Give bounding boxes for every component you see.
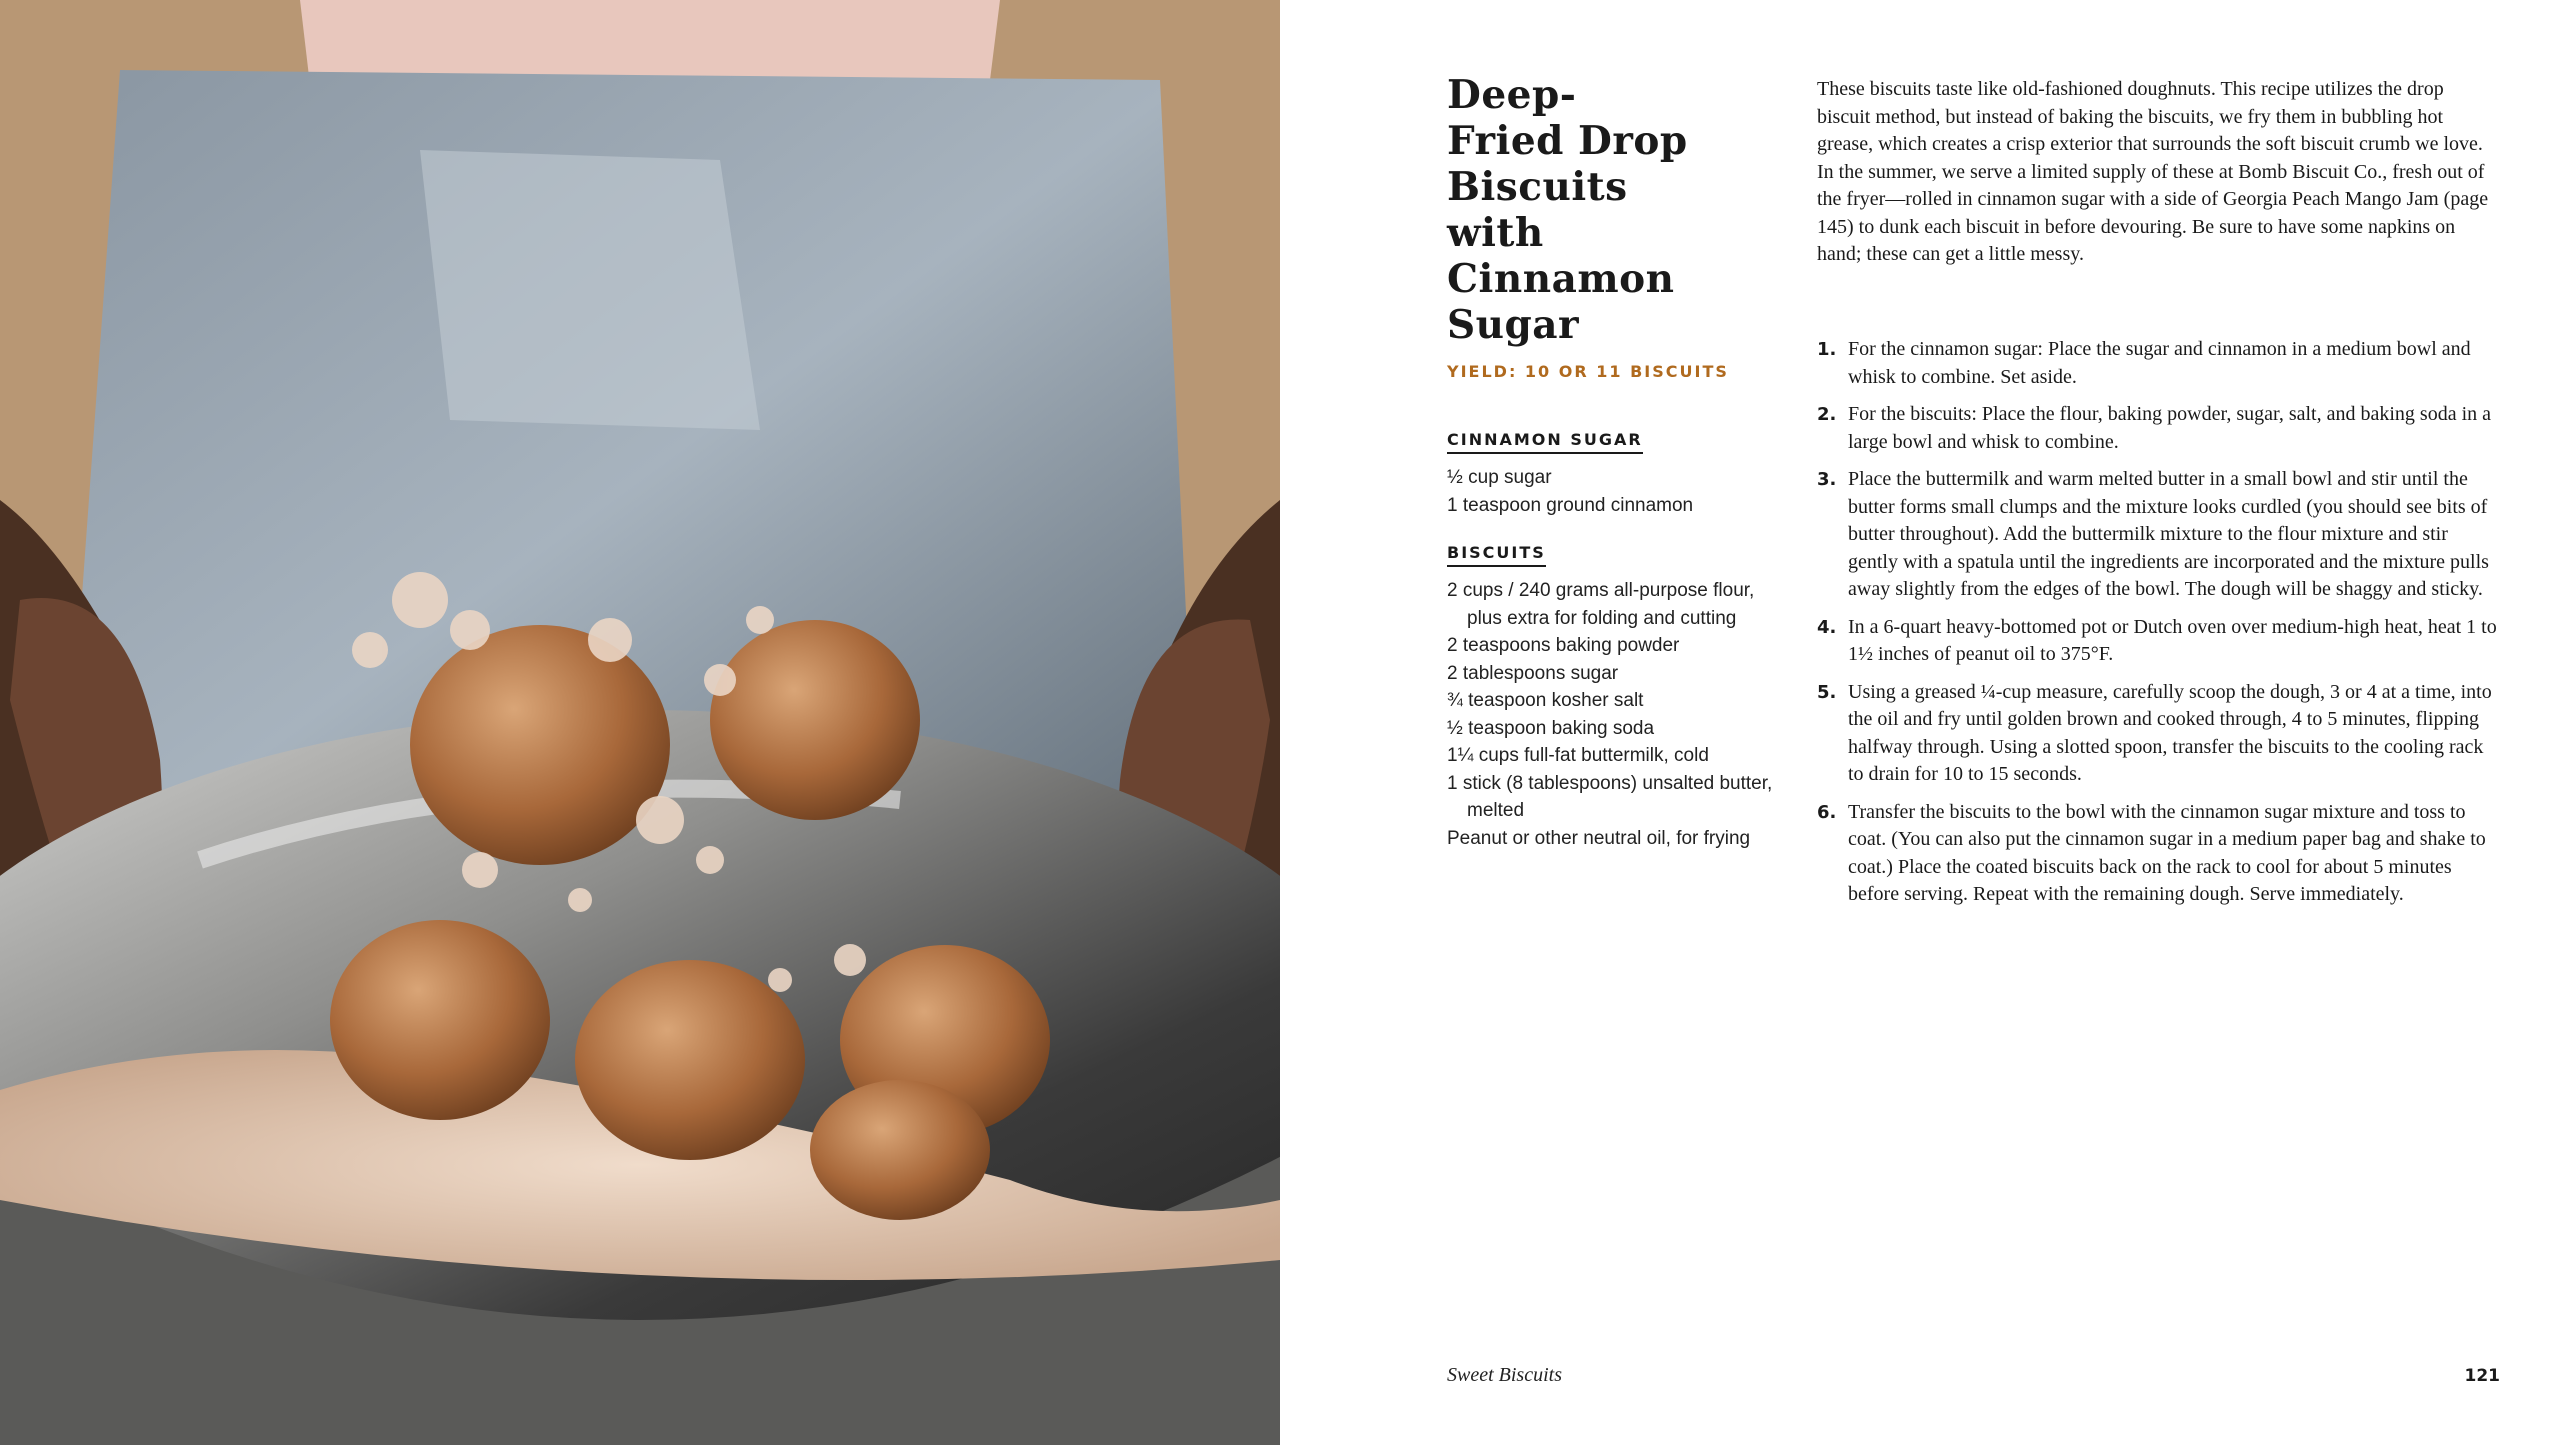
recipe-yield: YIELD: 10 OR 11 BISCUITS [1447, 362, 1729, 381]
method-step [1817, 336, 2497, 391]
ingredient-item: ½ cup sugar [1447, 467, 1552, 488]
ingredients-cinnamon-sugar [1447, 430, 1777, 519]
recipe-page [1280, 0, 2560, 1445]
method-steps [1817, 336, 2497, 919]
method-step [1817, 401, 2497, 456]
method-step [1817, 679, 2497, 789]
ingredient-item: ½ teaspoon baking soda [1447, 717, 1655, 739]
ingredient-list [1447, 464, 1777, 519]
ingredient-item: ¾ teaspoon kosher salt [1447, 690, 1644, 711]
ingredient-item: 2 teaspoons baking powder [1447, 635, 1680, 656]
step-text: Transfer the biscuits to the bowl with the cinnamon sugar mixture and toss to coat. (You can also put the cinnamon sugar in a medium paper bag and shake to coat.) Place the coated biscuits back on the rack to cool for about 5 minutes before serving. Repeat with the remaining dough. Serve immediately. [1848, 800, 2486, 905]
ingredient-item: 1 stick (8 tablespoons) unsalted butter, melted [1447, 772, 1773, 821]
step-number: 1. [1817, 339, 1837, 360]
ingredients-heading: BISCUITS [1447, 543, 1546, 567]
step-number: 4. [1817, 616, 1837, 638]
ingredient-item: 1 teaspoon ground cinnamon [1447, 494, 1694, 516]
ingredient-item: 2 tablespoons sugar [1447, 662, 1619, 684]
step-text: For the cinnamon sugar: Place the sugar and cinnamon in a medium bowl and whisk to combine. Set aside. [1848, 338, 2471, 388]
ingredient-item: Peanut or other neutral oil, for frying [1447, 827, 1751, 849]
step-text: For the biscuits: Place the flour, baking powder, sugar, salt, and baking soda in a large bowl and whisk to combine. [1848, 403, 2492, 453]
ingredients-biscuits [1447, 543, 1777, 852]
step-text: Place the buttermilk and warm melted butter in a small bowl and stir until the butter forms small clumps and the mixture looks curdled (you should see bits of butter throughout). Add the buttermilk mixture to the flour mixture and stir gently with a spatula until the ingredients are incorporated and the mixture pulls away slightly from the edges of the bowl. The dough will be shaggy and sticky. [1848, 468, 2489, 600]
method-step [1817, 799, 2497, 909]
step-text: Using a greased ¼-cup measure, carefully scoop the dough, 3 or 4 at a time, into the oil and fry until golden brown and cooked through, 4 to 5 minutes, flipping halfway through. Using a slotted spoon, transfer the biscuits to the cooling rack to drain for 10 to 15 seconds. [1848, 680, 2492, 785]
step-text: In a 6-quart heavy-bottomed pot or Dutch oven over medium-high heat, heat 1 to 1½ inches of peanut oil to 375°F. [1848, 615, 2497, 665]
ingredient-list [1447, 577, 1777, 852]
step-number: 2. [1817, 404, 1837, 425]
recipe-intro: These biscuits taste like old-fashioned doughnuts. This recipe utilizes the drop biscuit method, but instead of baking the biscuits, we fry them in bubbling hot grease, which creates a crisp exterior that surrounds the soft biscuit crumb we love. In the summer, we serve a limited supply of these at Bomb Biscuit Co., fresh out of the fryer—rolled in cinnamon sugar with a side of Georgia Peach Mango Jam (page 145) to dunk each biscuit in before devouring. Be sure to have some napkins on hand; these can get a little messy. [1817, 78, 2489, 265]
step-number: 5. [1817, 681, 1837, 703]
ingredients-heading: CINNAMON SUGAR [1447, 430, 1643, 454]
footer-section-name: Sweet Biscuits [1447, 1364, 1562, 1386]
method-step [1817, 466, 2497, 604]
ingredient-item: 1¼ cups full-fat buttermilk, cold [1447, 745, 1709, 766]
step-number: 3. [1817, 469, 1837, 490]
recipe-title: Deep- Fried Drop Biscuits with Cinnamon Sugar [1447, 72, 1688, 348]
step-number: 6. [1817, 801, 1837, 823]
method-step [1817, 614, 2497, 669]
page-number: 121 [2464, 1366, 2500, 1386]
ingredient-item: 2 cups / 240 grams all-purpose flour, plus extra for folding and cutting [1447, 580, 1755, 629]
